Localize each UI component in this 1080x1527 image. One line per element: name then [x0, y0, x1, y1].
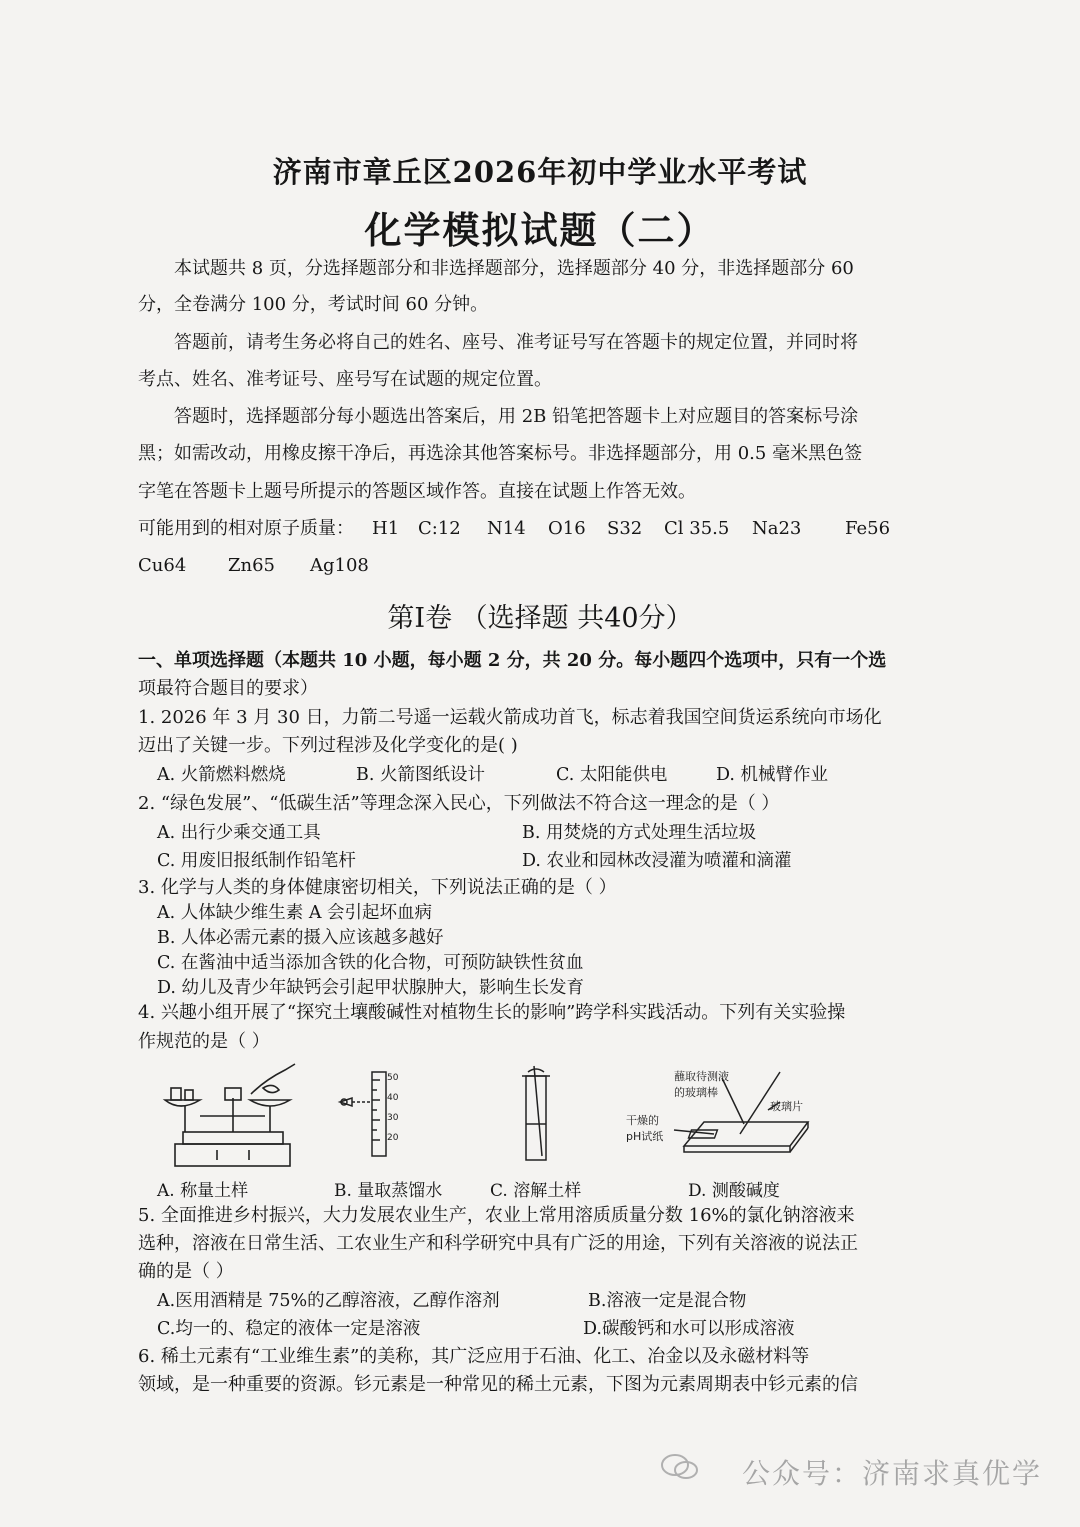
- figure-label: 玻璃片: [770, 1100, 803, 1113]
- cylinder-tick-label: 30: [387, 1113, 399, 1123]
- figure-caption-b: B. 量取蒸馏水: [334, 1181, 443, 1201]
- question-3-option-b: B. 人体必需元素的摄入应该越多越好: [157, 928, 444, 948]
- atomic-mass-item: Fe56: [845, 518, 891, 539]
- question-3-option-d: D. 幼儿及青少年缺钙会引起甲状腺肿大，影响生长发育: [157, 978, 585, 998]
- atomic-mass-item: O16: [548, 518, 586, 539]
- cylinder-tick-label: 40: [387, 1093, 399, 1103]
- exam-title: 济南市章丘区2026年初中学业水平考试: [272, 155, 808, 189]
- figure-label: pH试纸: [626, 1130, 664, 1143]
- intro-line: 答题前，请考生务必将自己的姓名、座号、准考证号写在答题卡的规定位置，并同时将: [174, 332, 858, 353]
- intro-line: 考点、姓名、准考证号、座号写在试题的规定位置。: [138, 369, 552, 390]
- question-2-option-a: A. 出行少乘交通工具: [157, 823, 321, 843]
- question-1-stem: 1. 2026 年 3 月 30 日，力箭二号遥一运载火箭成功首飞，标志着我国空间货运系统向市场化: [138, 707, 882, 728]
- question-1-option-d: D. 机械臂作业: [716, 765, 829, 785]
- cylinder-tick-label: 20: [387, 1133, 399, 1143]
- atomic-mass-item: Zn65: [228, 555, 276, 576]
- question-5-stem: 5. 全面推进乡村振兴，大力发展农业生产，农业上常用溶质质量分数 16%的氯化钠溶液来: [138, 1205, 855, 1226]
- atomic-mass-item: S32: [607, 518, 643, 539]
- question-5-stem: 确的是（ ）: [138, 1261, 234, 1282]
- wechat-icon: [660, 1452, 700, 1482]
- question-5-option-c: C.均一的、稳定的液体一定是溶液: [157, 1319, 421, 1339]
- question-2-option-c: C. 用废旧报纸制作铅笔杆: [157, 851, 356, 871]
- figure-caption-d: D. 测酸碱度: [688, 1181, 780, 1201]
- question-2-option-d: D. 农业和园林改浸灌为喷灌和滴灌: [522, 851, 792, 871]
- watermark: 公众号：济南求真优学: [741, 1457, 1042, 1490]
- question-1-option-c: C. 太阳能供电: [556, 765, 668, 785]
- figure-caption-a: A. 称量土样: [157, 1181, 249, 1201]
- question-3-option-a: A. 人体缺少维生素 A 会引起坏血病: [157, 903, 433, 923]
- question-3-stem: 3. 化学与人类的身体健康密切相关，下列说法正确的是（ ）: [138, 877, 617, 898]
- question-3-option-c: C. 在酱油中适当添加含铁的化合物，可预防缺铁性贫血: [157, 953, 584, 973]
- balance-figure: [155, 1060, 305, 1172]
- question-4-stem: 4. 兴趣小组开展了“探究土壤酸碱性对植物生长的影响”跨学科实践活动。下列有关实验操: [138, 1002, 846, 1023]
- question-5-stem: 选种，溶液在日常生活、工农业生产和科学研究中具有广泛的用途，下列有关溶液的说法正: [138, 1233, 858, 1254]
- atomic-mass-item: Cu64: [138, 555, 187, 576]
- question-1-stem: 迈出了关键一步。下列过程涉及化学变化的是( ): [138, 735, 518, 756]
- cylinder-tick-label: 50: [387, 1073, 399, 1083]
- question-5-option-a: A.医用酒精是 75%的乙醇溶液，乙醇作溶剂: [157, 1291, 500, 1311]
- question-5-option-b: B.溶液一定是混合物: [588, 1291, 747, 1311]
- atomic-mass-item: N14: [487, 518, 526, 539]
- atomic-mass-item: H1: [372, 518, 400, 539]
- ph-test-figure: [622, 1068, 822, 1160]
- question-1-option-b: B. 火箭图纸设计: [356, 765, 485, 785]
- question-5-option-d: D.碳酸钙和水可以形成溶液: [583, 1319, 795, 1339]
- atomic-mass-item: Ag108: [310, 555, 369, 576]
- question-2-stem: 2. “绿色发展”、“低碳生活”等理念深入民心，下列做法不符合这一理念的是（ ）: [138, 793, 780, 814]
- part-heading: 一、单项选择题（本题共 10 小题，每小题 2 分，共 20 分。每小题四个选项中，只有一个选: [138, 650, 887, 671]
- intro-line: 答题时，选择题部分每小题选出答案后，用 2B 铅笔把答题卡上对应题目的答案标号涂: [174, 406, 859, 427]
- atomic-mass-item: C:12: [418, 518, 461, 539]
- atomic-mass-item: Na23: [752, 518, 802, 539]
- question-6-stem: 领域，是一种重要的资源。钐元素是一种常见的稀土元素，下图为元素周期表中钐元素的信: [138, 1374, 858, 1395]
- question-6-stem: 6. 稀土元素有“工业维生素”的美称，其广泛应用于石油、化工、冶金以及永磁材料等: [138, 1346, 810, 1367]
- question-2-option-b: B. 用焚烧的方式处理生活垃圾: [522, 823, 756, 843]
- intro-line: 本试题共 8 页，分选择题部分和非选择题部分，选择题部分 40 分，非选择题部分 60: [174, 258, 854, 279]
- exam-subtitle: 化学模拟试题（二）: [364, 208, 716, 252]
- intro-line: 字笔在答题卡上题号所提示的答题区域作答。直接在试题上作答无效。: [138, 481, 696, 502]
- figure-label: 的玻璃棒: [674, 1086, 718, 1099]
- atomic-mass-label: 可能用到的相对原子质量：: [138, 518, 354, 539]
- part-heading: 项最符合题目的要求）: [138, 678, 318, 699]
- section-title: 第Ⅰ卷 （选择题 共40分）: [387, 603, 693, 634]
- question-1-option-a: A. 火箭燃料燃烧: [157, 765, 286, 785]
- figure-label: 干燥的: [626, 1114, 659, 1127]
- question-4-stem: 作规范的是（ ）: [138, 1031, 270, 1052]
- intro-line: 分，全卷满分 100 分，考试时间 60 分钟。: [138, 294, 489, 315]
- dissolving-figure: [512, 1064, 562, 1164]
- figure-caption-c: C. 溶解土样: [490, 1181, 582, 1201]
- intro-line: 黑；如需改动，用橡皮擦干净后，再选涂其他答案标号。非选择题部分，用 0.5 毫米黑色签: [138, 443, 863, 464]
- atomic-mass-item: Cl 35.5: [664, 518, 730, 539]
- figure-label: 蘸取待测液: [674, 1070, 729, 1083]
- measuring-cylinder-figure: [330, 1068, 410, 1160]
